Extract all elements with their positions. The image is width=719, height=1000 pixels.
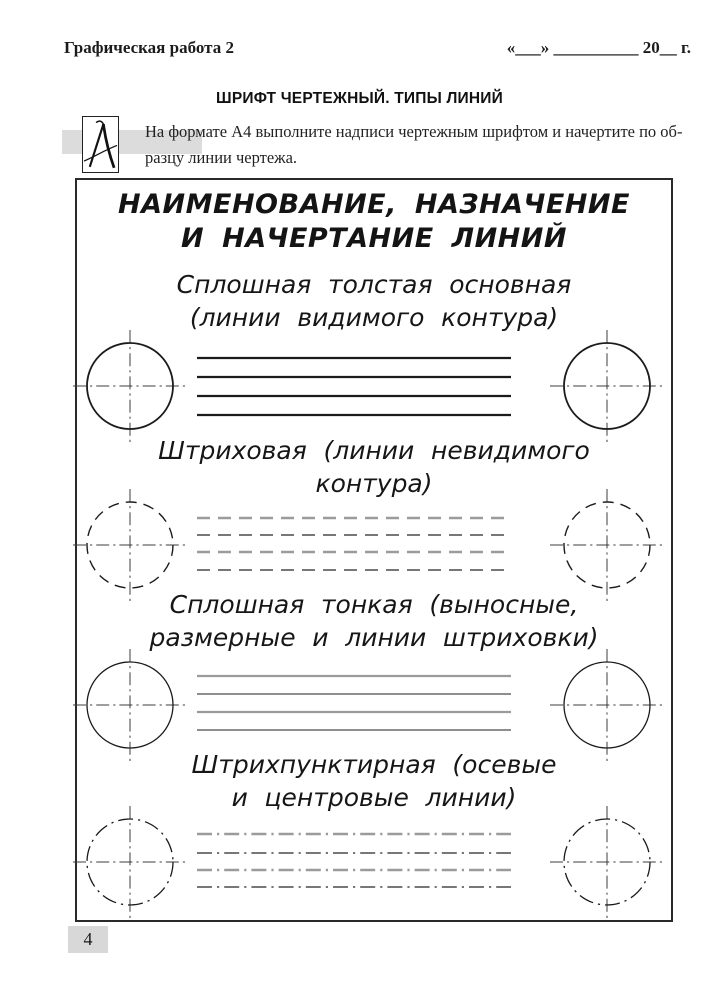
section-label-solid-thick [77, 268, 671, 334]
instruction-line-2: разцу линии чертежа. [145, 148, 298, 167]
drafting-letter-a-icon [82, 116, 119, 173]
page-number: 4 [68, 926, 108, 953]
section-label-line: Сплошная тонкая (выносные, [169, 590, 579, 619]
section-label-line: размерные и линии штриховки) [149, 623, 599, 652]
section-label-solid-thin [77, 588, 671, 654]
frame-title-line-2: И НАЧЕРТАНИЕ ЛИНИЙ [181, 223, 567, 254]
instruction-line-1: На формате А4 выполните надписи чертежным шрифтом и начертите по об- [145, 122, 683, 141]
lesson-heading: ШРИФТ ЧЕРТЕЖНЫЙ. ТИПЫ ЛИНИЙ [216, 90, 503, 107]
section-label-line: контура) [315, 469, 433, 498]
line-sample-dashed [77, 500, 671, 588]
section-label-line: Штриховая (линии невидимого [158, 436, 590, 465]
worksheet-frame [75, 178, 673, 922]
section-label-line: Штрихпунктирная (осевые [191, 750, 557, 779]
work-title: Графическая работа 2 [64, 38, 234, 57]
line-sample-solid-thin [77, 654, 671, 746]
section-label-line: (линии видимого контура) [189, 303, 559, 332]
frame-title-line-1: НАИМЕНОВАНИЕ, НАЗНАЧЕНИЕ [118, 189, 630, 220]
frame-title [77, 188, 671, 256]
line-sample-dash-dot [77, 814, 671, 914]
section-label-dashed [77, 434, 671, 500]
line-sample-solid-thick [77, 340, 671, 432]
section-label-line: Сплошная толстая основная [176, 270, 572, 299]
date-blank-line: «___» __________ 20__ г. [506, 38, 691, 57]
section-label-line: и центровые линии) [231, 783, 517, 812]
section-label-dash-dot [77, 748, 671, 814]
instruction-text [145, 119, 690, 171]
